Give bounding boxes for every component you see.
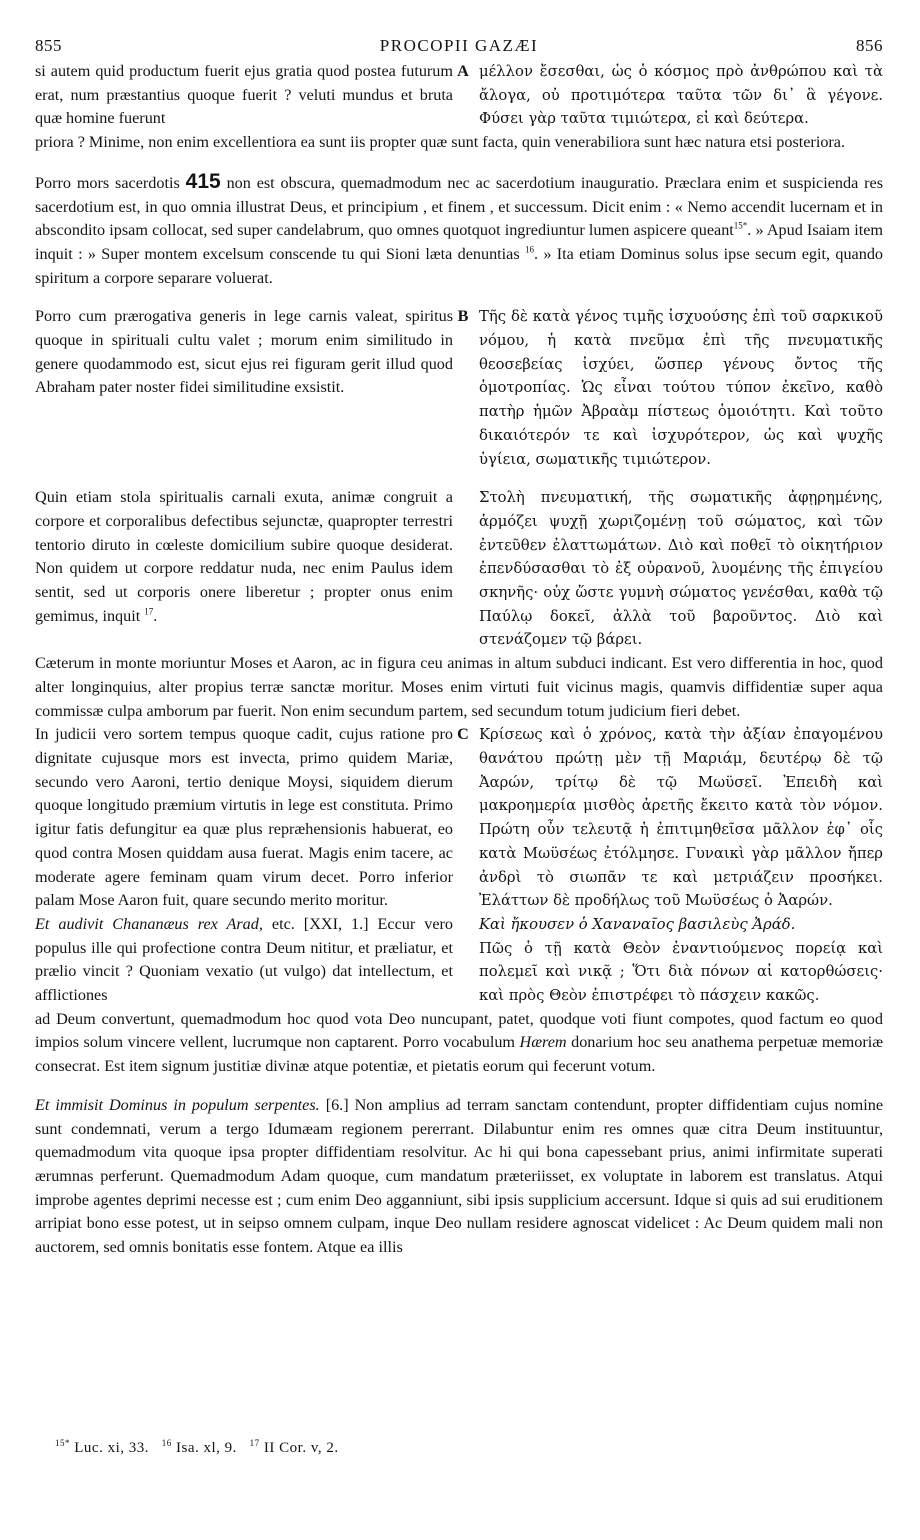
parallel-block-b xyxy=(35,305,883,471)
footnote-ref: 15* xyxy=(733,220,748,231)
lemma: Et immisit Dominus in populum serpentes. xyxy=(35,1095,320,1114)
column-marker-number: 415 xyxy=(185,169,221,193)
parallel-block-a xyxy=(35,60,883,131)
paragraph: Et immisit Dominus in populum serpentes. [6.] Non amplius ad terram sanctam contendunt, propter diffidentiam cujus nomine sunt condemnati, verum a tergo Idumæam regionem pererrant. Dilabuntur enim res omnes quæ citra Deum instituuntur, quemadmodum vita quoque ipsa propter diffidentiam resolvitur. Ac hi qui bona capessebant prius, animi infirmitate superati ærumnas perferunt. Quemadmodum Adam quoque, cum mandatum præteriisset, ex voluptate in laborem est translatus. Atqui improbe agentes deprimi necesse est ; cum enim Deo agganniunt, sibi ipsis supplicium accersunt. Idque si quis ad sui eruditionem arripiat bono esse potest, ut in seipso omnem culpam, inque Deo nullam residere agnoscat videlicet : Ac Deum quidem mali non auctorem, sed omnis bonitatis esse fontem. Atque ea illis xyxy=(35,1095,884,1257)
paragraph: Cæterum in monte moriuntur Moses et Aaron, ac in figura ceu animas in altum subduci indicant. Est vero differentia in hoc, quod alter longinquius, alter propius terræ sanctæ moritur. Moses enim virtuti fuit vicinus magis, quamvis diffidentiæ super aqua commissæ culpa amborum par fuerit. Non enim secundum partem, sed secundum totum judicium fieri debet. xyxy=(35,654,883,720)
parallel-block-c xyxy=(35,723,883,913)
parallel-block xyxy=(35,913,883,1008)
page xyxy=(35,34,883,1260)
paragraph: Porro mors sacerdotis 415 non est obscura, quemadmodum nec ac sacerdotium inauguratio. Præclara enim et suspicienda res sacerdotium est, in quo omnia illustrat Deus, et principium , et finem , et successum. Dicit enim : « Nemo accendit lucernam et in abscondito ipsam collocat, sed super candelabrum, quo omnes quotquot ingrediuntur lumen aspicere queant$^{15*}$. » Apud Isaiam item inquit : » Super montem excelsum conscende tu qui Sioni læta denuntias $^{16}$. » Ita etiam Dominus solus ipse secum egit, quando spiritum a corpore separare voluerat. xyxy=(35,169,884,287)
latin-text: Porro cum prærogativa generis in lege carnis valeat, spiritus quoque in spirituali cultu valet ; morum enim similitudo in genere quodammodo est, sicut ejus rei figuram gerit illud quod Abraham pater noster fidei similitudine exsistit. xyxy=(35,307,453,397)
footnotes: $^{15*}$ Luc. xi, 33. $^{16}$ Isa. xl, 9. $^{17}$ II Cor. v, 2. xyxy=(55,1438,339,1456)
section-marker: A xyxy=(457,62,469,80)
footnote-ref: 17 xyxy=(144,606,154,617)
column-number-right: 856 xyxy=(856,36,883,55)
paragraph: priora ? Minime, non enim excellentiora ea sunt iis propter quæ sunt facta, quin venerabiliora sunt hæc natura etsi posteriora. xyxy=(35,133,846,152)
greek-text: Καὶ ἤκουσεν ὁ Χαναναῖος βασιλεὺς Ἀράδ. Πῶς ὁ τῇ κατὰ Θεὸν ἐναντιούμενος πορείᾳ καὶ πολεμεῖ καὶ νικᾷ ; Ὅτι διὰ πόνων αἱ κατορθώσεις· καὶ πρὸς Θεὸν ἐπιστρέφει τὸ πάσχειν κακῶς. xyxy=(479,915,883,1005)
greek-lemma: Καὶ ἤκουσεν ὁ Χαναναῖος βασιλεὺς Ἀράδ. xyxy=(479,915,796,933)
verse-reference: etc. [XXI, 1.] xyxy=(271,914,369,933)
latin-text: Quin etiam stola spiritualis carnali exuta, animæ congruit a corpore et corporalibus defectibus sejunctæ, quapropter terrestri tentorio diruto in cœleste domicilium subire quoque desiderat. Non quidem ut corpore reddatur nuda, nec enim Paulus idem sentit, sed ut corporis onere liberetur ; propter onus enim gemimus, inquit $^{17}$. xyxy=(35,488,453,625)
greek-text: Στολὴ πνευματική, τῆς σωματικῆς ἀφῃρημένης, ἁρμόζει ψυχῇ χωριζομένῃ τοῦ σώματος, καὶ τῶν ἐντεῦθεν ἐλαττωμάτων. Διὸ καὶ ποθεῖ τὸ οἰκητήριον ἐπενδύσασθαι τὸ ἐξ οὐρανοῦ, λυομένης τῆς ἐπιγείου σκηνῆς· οὐχ ὥστε γυμνὴ σώματος γενέσθαι, καθὰ τῷ Παύλῳ δοκεῖ, ἀλλὰ τοῦ βαροῦντος. Διὸ καὶ στενάζομεν τῷ βάρει. xyxy=(479,489,883,649)
section-marker: B xyxy=(457,307,469,326)
greek-text: Κρίσεως καὶ ὁ χρόνος, κατὰ τὴν ἀξίαν ἐπαγομένου θανάτου πρώτῃ μὲν τῇ Μαριάμ, δευτέρῳ δὲ τῷ Ἀαρών, τρίτῳ δὲ τῷ Μωϋσεῖ. Ἐπειδὴ καὶ μακροημερία μισθὸς ἀρετῆς ἔκειτο κατὰ τὸν νόμον. Πρώτη οὖν τελευτᾷ ἡ ἐπιτιμηθεῖσα μᾶλλον ἐφ᾽ οἷς κατὰ Μωϋσέως ἐτόλμησε. Γυναικὶ γὰρ μᾶλλον ἤπερ ἀνδρὶ τὸ σιωπᾶν τε καὶ μετριάζειν προσήκει. Ἐλάττων δὲ προδήλως τοῦ Μωϋσέως ὁ Ἀαρών. xyxy=(479,726,883,910)
greek-text: μέλλον ἔσεσθαι, ὡς ὁ κόσμος πρὸ ἀνθρώπου καὶ τὰ ἄλογα, οὐ προτιμότερα ταῦτα τῶν δι᾽ ἃ γέγονε. Φύσει γὰρ ταῦτα τιμιώτερα, εἰ καὶ δεύτερα. xyxy=(479,63,883,128)
section-marker: C xyxy=(457,725,469,744)
latin-text: Et audivit Chananæus rex Arad, etc. [XXI, 1.] Eccur vero populus ille qui profectione contra Deum nititur, et præliatur, et prælio vincit ? Quoniam vexatio (ut vulgo) dat intellectum, et afflictiones xyxy=(35,914,454,1005)
greek-text: Τῆς δὲ κατὰ γένος τιμῆς ἰσχυούσης ἐπὶ τοῦ σαρκικοῦ νόμου, ἡ κατὰ πνεῦμα ἐπὶ τῆς πνευματικῆς θεοσεβείας ἰσχύει, ὥσπερ γένους ὄντος τῆς ὁμοτροπίας. Ὡς εἶναι τούτου τύπον ἐκεῖνο, καθὸ πατὴρ ἡμῶν Ἀβραὰμ πίστεως ὁμοιότητι. Καὶ τοῦτο δικαιότερόν τε καὶ ἰσχυρότερον, ὡς καὶ ψυχῆς ὑγίεια, σωματικῆς τιμιώτερον. xyxy=(479,308,883,468)
footnote-ref: 16 xyxy=(524,244,534,255)
column-number-left: 855 xyxy=(35,36,62,55)
latin-text: si autem quid productum fuerit ejus gratia quod postea futurum erat, num præstantius quoque fuerit ? veluti mundus et bruta quæ homine fuerunt xyxy=(35,62,453,128)
parallel-block xyxy=(35,486,883,652)
running-title: PROCOPII GAZÆI xyxy=(379,36,539,55)
paragraph: ad Deum convertunt, quemadmodum hoc quod vota Deo nuncupant, patet, quodque voti fiunt compotes, quod factum eo quod impios solum vincere vellent, lucrumque non captarent. Porro vocabulum Hærem donarium hoc seu anathema perpetuæ memoriæ consecrat. Est item signum justitiæ divinæ atque potentiæ, et pietatis eorum qui fecerunt votum. xyxy=(35,1009,884,1076)
latin-text: In judicii vero sortem tempus quoque cadit, cujus ratione pro dignitate cujusque mors est invecta, primo quidem Mariæ, secundo vero Aaroni, tertio denique Moysi, siquidem dierum quoque longitudo præmium virtutis in lege est constituta. Primo igitur fatis defungitur ea quæ plus repræhensionis habuerat, eo quod contra Mosen quiddam ausa fuerat. Magis enim tacere, ac moderate agere feminam quam virum decet. Porro inferior palam Mose Aaron fuit, quare secundo merito moritur. xyxy=(35,725,453,910)
running-header xyxy=(35,34,883,60)
lemma: Et audivit Chananæus rex Arad, xyxy=(35,914,263,933)
